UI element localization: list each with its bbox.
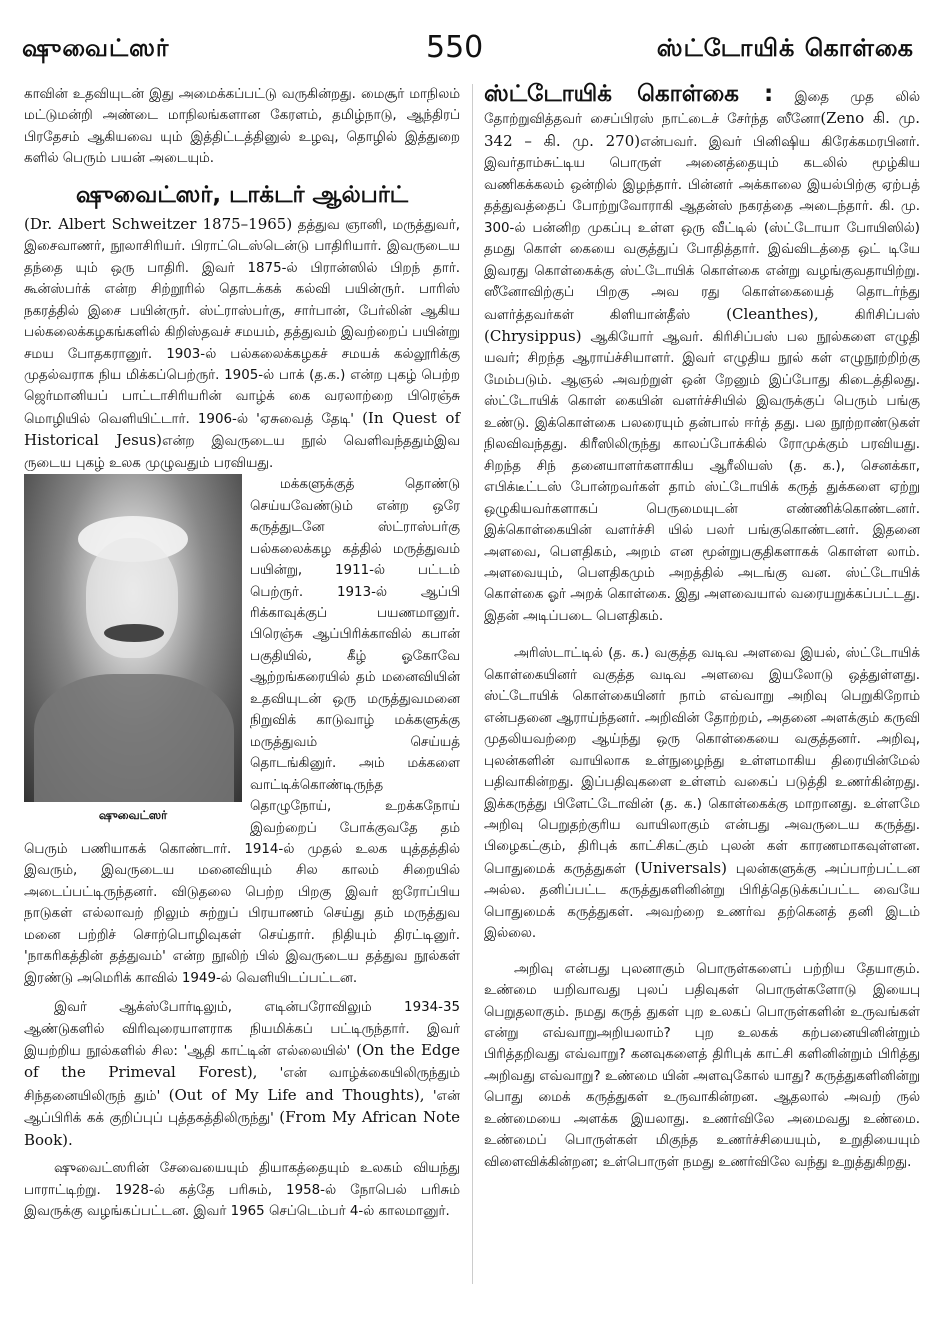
article-heading-schweitzer: ஷுவைட்ஸர், டாக்டர் ஆல்பர்ட் (75, 181, 409, 208)
column-divider (472, 84, 473, 1284)
right-column (484, 81, 920, 1173)
schweitzer-paragraph-3 (24, 997, 460, 1152)
para2a-text: இவர் ஆக்ஸ்போர்டிலும், எடின்பரோவிலும் 1934-35 ஆண்டுகளில் விரிவுரையாளராக நியமிக்கப் பட்டிருந்தார். இவர் இயற்றிய நூல்களில் சில: 'ஆதி காட்டின் எல்லையில்' (24, 1000, 460, 1060)
schweitzer-portrait-image (24, 474, 242, 802)
article-heading-stoic: ஸ்ட்டோயிக் கொள்கை : (484, 81, 774, 107)
stoic-paragraph-2 (484, 643, 920, 944)
left-column (24, 84, 460, 1223)
para2b-text: 'என் வாழ்க்கையிலிருந்தும் சிந்தனையிலிருந் தும்' (24, 1066, 461, 1104)
chrysippus-latin: (Chrysippus) (484, 326, 582, 345)
stoic-para1d-text: ஆகியோர் ஆவர். கிரிசிப்பஸ் பல நூல்களை எழுதி யவர்; சிறந்த ஆராய்ச்சியாளர். இவர் எழுதிய நூல் கள் எழுநூற்றிற்கு மேம்படும். ஆஞல் அவற்றுள் ஒன் றேனும் இப்போது கிடைத்திலது. ஸ்ட்டோயிக் கொள் கையின் வளர்ச்சியில் இவருக்குப் பெரும் பங்கு உண்டு. இக்கொள்கை பலரையும் தன்பால் ஈர்த் தது. பல நூற்றாண்டுகள் நிலவிவந்தது. கிரீஸிலிருந்து காலப்போக்கில் ரோமுக்கும் பரவியது. சிறந்த சிந் தனையாளர்களாகிய ஆரீலியஸ் (த. க.), செனக்கா, எபிக்டீட்டஸ் போன்றவர்கள் தாம் ஸ்ட்டோயிக் கருத் துக்களை ஏற்று ஒழுகியவர்களாகப் பெருமையுடன் எண்ணிக்கொண்டனர். இக்கொள்கையின் வளர்ச்சி யில் பலர் பங்குகொண்டனர். இதனை அளவை, பௌதிகம், அறம் என மூன்றுபகுதிகளாகக் கொள்ள லாம். அளவையும், பௌதிகமும் அறத்தில் அடங்கு வன. ஸ்ட்டோயிக் கொள்கை ஓர் அறக் கொள்கை. இது அளவையால் வரையறுக்கப்பட்டது. இதன் அடிப்படை பௌதிகம். (484, 329, 920, 624)
page-number: 550 (426, 30, 484, 65)
stoic-para1a-text: இதை முத லில் தோற்றுவித்தவர் சைப்பிரஸ் நாட்டைச் சேர்ந்த ஸீனோ (484, 90, 920, 128)
portrait-caption: ஷுவைட்ஸர் (98, 808, 168, 823)
name-latin: (Dr. Albert Schweitzer 1875–1965) (24, 214, 293, 233)
para1-text: தத்துவ ஞானி, மருத்துவர், இசைவாணர், நூலாசிரியர். பிராட்டெஸ்டென்டு பாதிரியார். இவருடைய தந்தை யும் ஒரு பாதிரி. இவர் 1875-ல் பிரான்ஸில் பிறந் தார். கூன்ஸ்பர்க் என்ற சிற்றூரில் தொடக்கக் கல்வி பயின்ருர். பாரிஸ் நகரத்தில் இசை பயின்ருர். ஸ்ட்ராஸ்பர்கு, சார்பான், பேர்லின் ஆகிய பல்கலைக்கழகங்களில் கிறிஸ்தவச் சமயம், தத்துவம் இவற்றைப் பயின்று சமய போதகரானுர். 1903-ல் பல்கலைக்கழகச் சமயக் கல்லூரிக்கு முதல்வராக நிய மிக்கப்பெற்ருர். 1905-ல் பாக் (த.க.) என்ற புகழ் பெற்ற ஜெர்மானியப் பாட்டாசிரியரின் வாழ்க் கை வரலாற்றை பிரெஞ்சு மொழியில் வெளியிட்டார். 1906-ல் 'ஏசுவைத் தேடி' (24, 217, 461, 427)
cleanthes-latin: (Cleanthes), (726, 304, 819, 323)
stoic-para2b-text: புலன்களுக்கு அப்பாற்பட்டன அல்ல. தனிப்பட்ட கருத்துகளினின்று பிரித்தெடுக்கப்பட்ட வையே பொதுமைக் கருத்துகள். அவற்றை உணர்வ தற்கெனத் தனி இடம் இல்லை. (484, 861, 920, 942)
stoic-para2-text: அரிஸ்டாட்டில் (த. க.) வகுத்த வடிவ அளவை இயல், ஸ்ட்டோயிக் கொள்கையினர் வகுத்த வடிவ அளவை இயலோடு ஒத்துள்ளது. ஸ்ட்டோயிக் கொள்கையினர் நாம் எவ்வாறு அறிவு பெறுகிறோம் என்பதனை ஆராய்ந்தனர். அறிவின் தோற்றம், அதனை அளக்கும் கருவி முதலியவற்றை ஆய்ந்து ஒரு கொள்கையை வகுத்தனர். அறிவு, புலன்களின் வாயிலாக உள்நுழைந்து உள்ளமாகிய திரையின்மேல் பதிவாகின்றது. இப்பதிவுகளை உள்ளம் வகைப் படுத்தி உணர்கின்றது. இக்கருத்து பிளேட்டோவின் (த. க.) கொள்கைக்கு மாறானது. உள்ளமே அறிவு பெறுதற்குரிய வாயிலாகும் என்பது அவருடைய கருத்து. பிழைகட்கும், திரிபுக் காட்சிகட்கும் புலன் கள் காரணமாகவுள்ளன. பொதுமைக் கருத்துகள் (484, 646, 920, 877)
portrait-figure (24, 474, 242, 838)
book1-latin: (On the Edge of the Primeval Forest), (24, 1041, 460, 1082)
page-header (22, 30, 914, 70)
intro-paragraph: காவின் உதவியுடன் இது அமைக்கப்பட்டு வருகின்றது. மைசூர் மாநிலம் மட்டுமன்றி அண்டை மாநிலங்களான கேரளம், தமிழ்நாடு, ஆந்திரப் பிரதேசம் ஆகியவை யும் இத்திட்டத்தினுல் உழவு, தொழில் இத்துறை களில் பெரும் பயன் அடையும். (24, 87, 460, 167)
stoic-paragraph-3: அறிவு என்பது புலனாகும் பொருள்களைப் பற்றிய தேயாகும். உண்மை யறிவாவது புலப் பதிவுகள் பொருள்களோடு இயைபு பெறுதலாகும். நமது கருத் துகள் புற உலகப் பொருள்களின் உருவங்கள் என்று எவ்வாறுஅறியலாம்? புற உலகக் கற்பனையினின்றும் பிரித்தறிவது எவ்வாறு? கனவுகளைத் திரிபுக் காட்சி களினின்றும் பிரித்து அறிவது எவ்வாறு? உண்மை யின் அளவுகோல் யாது? கருத்துகளினின்று பொது மைக் கருத்துகள் உருவாகின்றன. ஆதலால் அவற் ருல் உண்மையை அளக்க இயலாது. உணர்விலே அமைவது உண்மை. உண்மைப் பொருள்கள் மிகுந்த உணர்ச்சியையும், உறுதியையும் விளைவிக்கின்றன; உள்பொருள் நமது உணர்விலே வந்து உறுத்துகிறது. (484, 961, 920, 1170)
stoic-para1b-text: என்பவர். இவர் பினிஷிய கிரேக்கமரபினர். இவர்தாம்சுட்டிய பொருள் அனைத்தையும் கடலில் மூழ்கிய வணிகக்கலம் ஒன்றில் இழந்தார். பின்னர் அக்காலை இயல்பிற்கு ஏற்பத் தத்துவத்தைப் போற்றுவோராகி ஆதன்ஸ் நகரத்தை அடைந்தார். கி. மு. 300-ல் பன்னிற முகப்பு உள்ள ஒரு வீட்டில் (ஸ்ட்டோயா போயிஸில்) தமது கொள் கையை வகுத்துப் போதித்தார். இவ்விடத்தை ஒட் டியே இவரது கொள்கைக்கு ஸ்ட்டோயிக் கொள்கை என்று வழங்குவதாயிற்று. ஸீனோவிற்குப் பிறகு அவ ரது கொள்கையைத் தொடர்ந்து வளர்த்தவர்கள் கிளியான்தீஸ் (484, 134, 920, 323)
universals-latin: (Universals) (634, 858, 727, 877)
book3-latin: (From My African Note Book). (24, 1108, 461, 1149)
schweitzer-paragraph-2: மக்களுக்குத் தொண்டு செய்யவேண்டும் என்ற ஒரே கருத்துடனே ஸ்ட்ராஸ்பர்கு பல்கலைக்கழ கத்தில் மருத்துவம் பயின்று, 1911-ல் பட்டம் பெற்ருர். 1913-ல் ஆப்பி ரிக்காவுக்குப் பயணமானுர். பிரெஞ்சு ஆப்பிரிக்காவில் கபான் பகுதியில், கீழ் ஓகோவே ஆற்றங்கரையில் தம் மனைவியின் உதவியுடன் ஒரு மருத்துவமனை நிறுவிக் காடுவாழ் மக்களுக்கு மருத்துவம் செய்யத் தொடங்கினுர். அம் மக்களை வாட்டிக்கொண்டிருந்த தொழுநோய், உறக்கநோய் இவற்றைப் போக்குவதே தம் பெரும் பணியாகக் கொண்டார். 1914-ல் முதல் உலக யுத்தத்தில் இவரும், இவருடைய மனைவியும் சில காலம் சிறையில் அடைப்பட்டிருந்தனர். விடுதலை பெற்ற பிறகு இவர் ஐரோப்பிய நாடுகள் எல்லாவற் றிலும் சுற்றுப் பிரயாணம் செய்து தம் மருத்துவ மனை பற்றிச் சொற்பொழிவுகள் செய்தார். நிதியும் திரட்டினுர். 'நாகரிகத்தின் தத்துவம்' என்ற நூலிற் பில் இவருடைய தத்துவ நூல்கள் இரண்டு அமெரிக் காவில் 1949-ல் வெளியிடப்பட்டன. (24, 477, 460, 986)
para2c-text: 'என் ஆப்பிரிக் கக் குறிப்புப் புத்தகத்திலிருந்து' (24, 1088, 460, 1127)
schweitzer-paragraph-4: ஷுவைட்ஸரின் சேவையையும் தியாகத்தையும் உலகம் வியந்து பாராட்டிற்று. 1928-ல் கத்தே பரிசும், 1958-ல் நோபெல் பரிசும் இவருக்கு வழங்கப்பட்டன. இவர் 1965 செப்டெம்பர் 4-ல் காலமானுர். (24, 1161, 460, 1220)
running-head-right: ஸ்ட்டோயிக் கொள்கை (656, 34, 914, 62)
schweitzer-paragraph-1 (24, 214, 460, 474)
stoic-paragraph-1 (484, 81, 920, 627)
stoic-para1c-text: கிரிசிப்பஸ் (818, 307, 920, 323)
running-head-left: ஷுவைட்ஸர் (22, 34, 170, 62)
book2-latin: (Out of My Life and Thoughts), (168, 1085, 425, 1104)
para1b-text: என்ற இவருடைய நூல் வெளிவந்ததும்இவ ருடைய புகழ் உலக முழுவதும் பரவியது. (24, 434, 460, 471)
quest-latin: (In Quest of Historical Jesus) (24, 408, 460, 450)
zeno-latin: (Zeno கி. மு. 342 – கி. மு. 270) (484, 109, 920, 150)
